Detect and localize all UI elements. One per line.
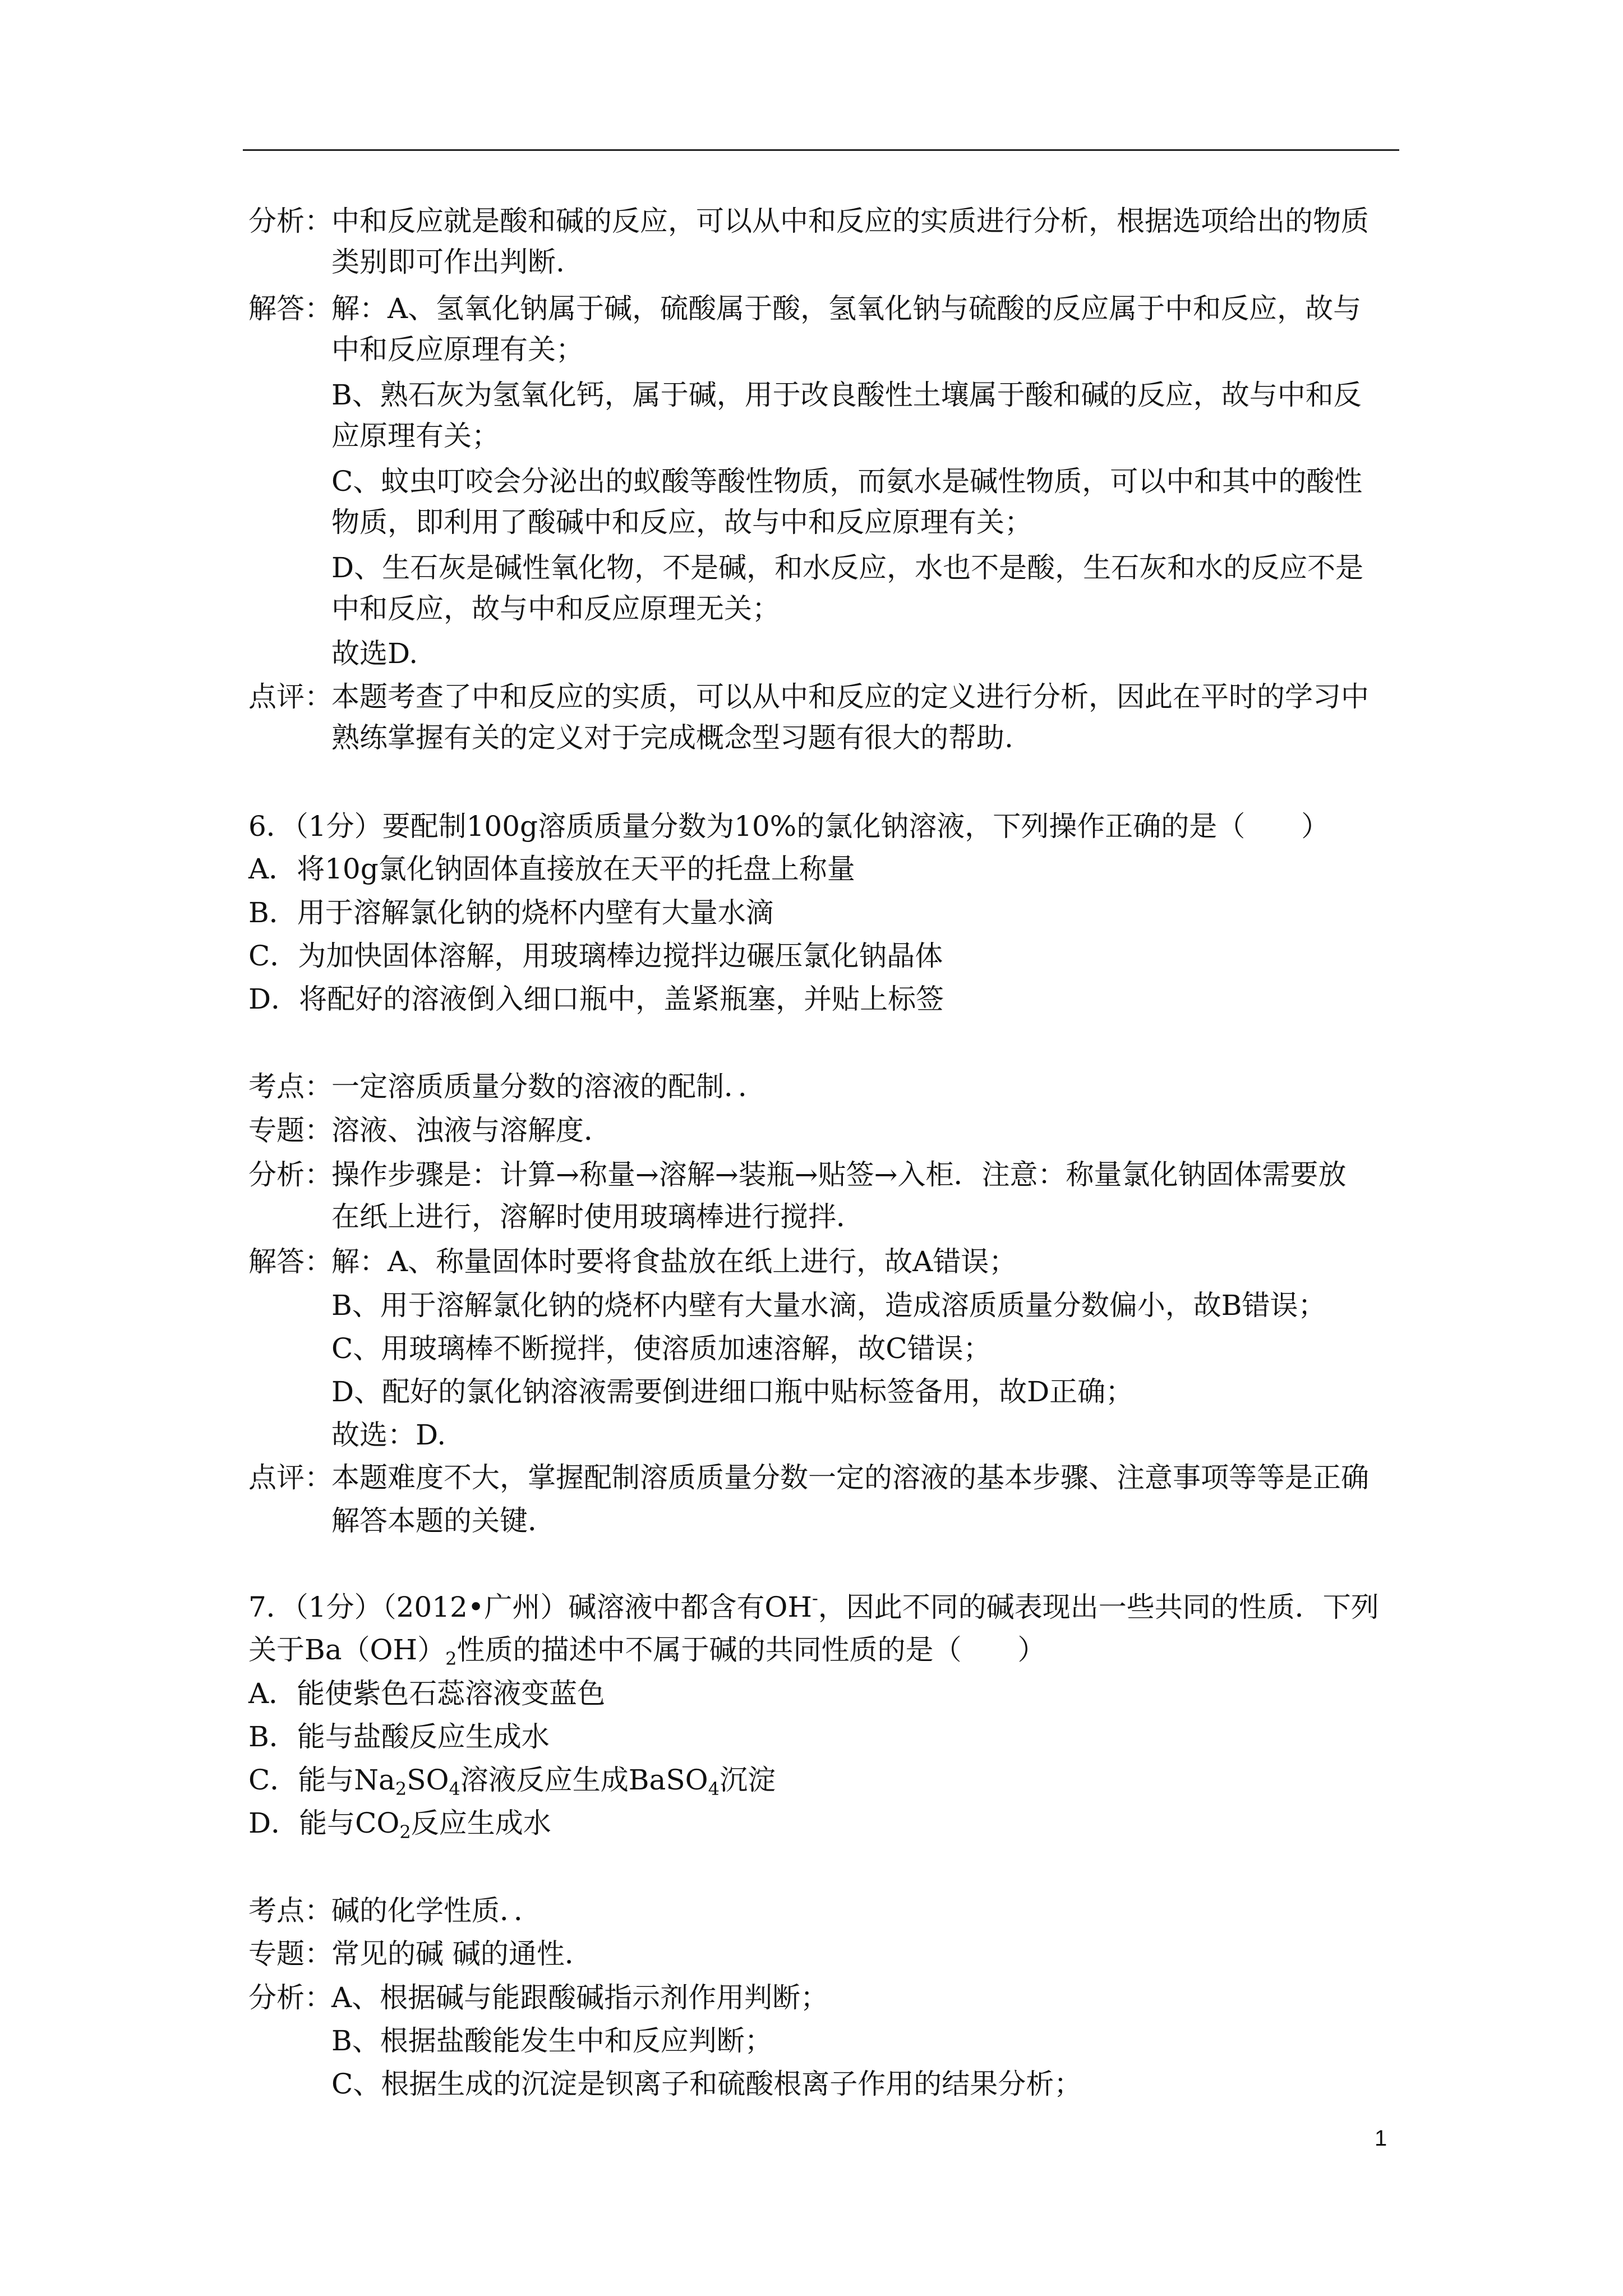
option-text: SO: [407, 1764, 449, 1796]
analysis-text: 类别即可作出判断.: [331, 246, 565, 278]
option-a: A．将10g氯化钠固体直接放在天平的托盘上称量: [248, 853, 855, 885]
option-b: B．用于溶解氯化钠的烧杯内壁有大量水滴: [248, 896, 774, 929]
option-text: 沉淀: [719, 1764, 776, 1796]
answer-text: 应原理有关；: [331, 420, 500, 452]
zhuanti-text: 溶液、浊液与溶解度．: [331, 1114, 612, 1147]
answer-text: 故选：D.: [331, 1419, 446, 1451]
option-text: D．能与CO: [248, 1807, 400, 1839]
answer-text: 中和反应原理有关；: [331, 333, 584, 366]
kaodian-label: 考点：: [248, 1894, 333, 1927]
answer-text: D、生石灰是碱性氧化物，不是碱，和水反应，水也不是酸，生石灰和水的反应不是: [331, 551, 1364, 584]
answer-text: 物质，即利用了酸碱中和反应，故与中和反应原理有关；: [331, 506, 1032, 539]
zhuanti-text: 常见的碱 碱的通性．: [331, 1938, 593, 1970]
zhuanti-label: 专题：: [248, 1938, 333, 1970]
kaodian-label: 考点：: [248, 1070, 333, 1103]
subscript: 4: [449, 1778, 460, 1800]
answer-text: C、蚊虫叮咬会分泌出的蚁酸等酸性物质，而氨水是碱性物质，可以中和其中的酸性: [331, 465, 1363, 498]
kaodian-text: 一定溶质质量分数的溶液的配制．．: [331, 1070, 766, 1103]
answer-text: 解：A、氢氧化钠属于碱，硫酸属于酸，氢氧化钠与硫酸的反应属于中和反应，故与: [331, 292, 1362, 325]
answer-text: 中和反应，故与中和反应原理无关；: [331, 592, 780, 625]
superscript: -: [811, 1588, 818, 1609]
answer-text: 解：A、称量固体时要将食盐放在纸上进行，故A错误；: [331, 1245, 1017, 1278]
analysis-label: 分析：: [248, 205, 333, 237]
analysis-text: 中和反应就是酸和碱的反应，可以从中和反应的实质进行分析，根据选项给出的物质: [331, 205, 1369, 237]
answer-text: B、用于溶解氯化钠的烧杯内壁有大量水滴，造成溶质质量分数偏小，故B错误；: [331, 1289, 1326, 1322]
zhuanti-label: 专题：: [248, 1114, 333, 1147]
answer-text: 故选D.: [331, 637, 418, 670]
answer-label: 解答：: [248, 292, 333, 325]
subscript: 2: [445, 1648, 457, 1669]
question-stem: 6．（1分）要配制100g溶质质量分数为10%的氯化钠溶液，下列操作正确的是（ ）: [248, 810, 1330, 843]
option-d: D．将配好的溶液倒入细口瓶中，盖紧瓶塞，并贴上标签: [248, 983, 944, 1015]
analysis-text: B、根据盐酸能发生中和反应判断；: [331, 2024, 773, 2057]
option-c: C．为加快固体溶解，用玻璃棒边搅拌边碾压氯化钠晶体: [248, 940, 943, 972]
kaodian-text: 碱的化学性质．．: [331, 1894, 542, 1927]
question-stem: [248, 1585, 1379, 1629]
comment-label: 点评：: [248, 680, 333, 713]
option-text: 溶液反应生成BaSO: [460, 1764, 708, 1796]
answer-text: B、熟石灰为氢氧化钙，属于碱，用于改良酸性土壤属于酸和碱的反应，故与中和反: [331, 379, 1362, 411]
subscript: 4: [708, 1778, 720, 1800]
subscript: 2: [395, 1778, 407, 1800]
stem-text: 7．（1分）（2012•广州）碱溶液中都含有OH: [248, 1591, 812, 1623]
option-text: C．能与Na: [248, 1764, 395, 1796]
answer-text: D、配好的氯化钠溶液需要倒进细口瓶中贴标签备用，故D正确；: [331, 1375, 1134, 1408]
analysis-text: A、根据碱与能跟酸碱指示剂作用判断；: [331, 1981, 829, 2014]
comment-text: 解答本题的关键．: [331, 1504, 556, 1537]
option-d: [248, 1801, 551, 1845]
stem-text: 性质的描述中不属于碱的共同性质的是（ ）: [457, 1634, 1046, 1666]
stem-text: 关于Ba（OH）: [248, 1634, 446, 1666]
analysis-text: 操作步骤是：计算→称量→溶解→装瓶→贴签→入柜．注意：称量氯化钠固体需要放: [331, 1158, 1347, 1191]
analysis-label: 分析：: [248, 1981, 333, 2014]
comment-text: 本题难度不大，掌握配制溶质质量分数一定的溶液的基本步骤、注意事项等等是正确: [331, 1461, 1369, 1494]
stem-text: ，因此不同的碱表现出一些共同的性质．下列: [818, 1591, 1379, 1623]
analysis-text: 在纸上进行，溶解时使用玻璃棒进行搅拌．: [331, 1200, 864, 1233]
answer-label: 解答：: [248, 1245, 333, 1278]
analysis-label: 分析：: [248, 1158, 333, 1191]
comment-text: 本题考查了中和反应的实质，可以从中和反应的定义进行分析，因此在平时的学习中: [331, 680, 1369, 713]
option-text: 反应生成水: [411, 1807, 551, 1839]
page-number: 1: [1375, 2126, 1387, 2151]
analysis-text: C、根据生成的沉淀是钡离子和硫酸根离子作用的结果分析；: [331, 2068, 1082, 2100]
option-c: [248, 1758, 776, 1802]
answer-text: C、用玻璃棒不断搅拌，使溶质加速溶解，故C错误；: [331, 1332, 992, 1365]
subscript: 2: [399, 1821, 411, 1843]
header-rule: [243, 149, 1399, 151]
option-b: B．能与盐酸反应生成水: [248, 1720, 550, 1753]
question-stem: [248, 1628, 1046, 1672]
option-a: A．能使紫色石蕊溶液变蓝色: [248, 1677, 606, 1710]
comment-text: 熟练掌握有关的定义对于完成概念型习题有很大的帮助.: [331, 721, 1013, 754]
comment-label: 点评：: [248, 1461, 333, 1494]
